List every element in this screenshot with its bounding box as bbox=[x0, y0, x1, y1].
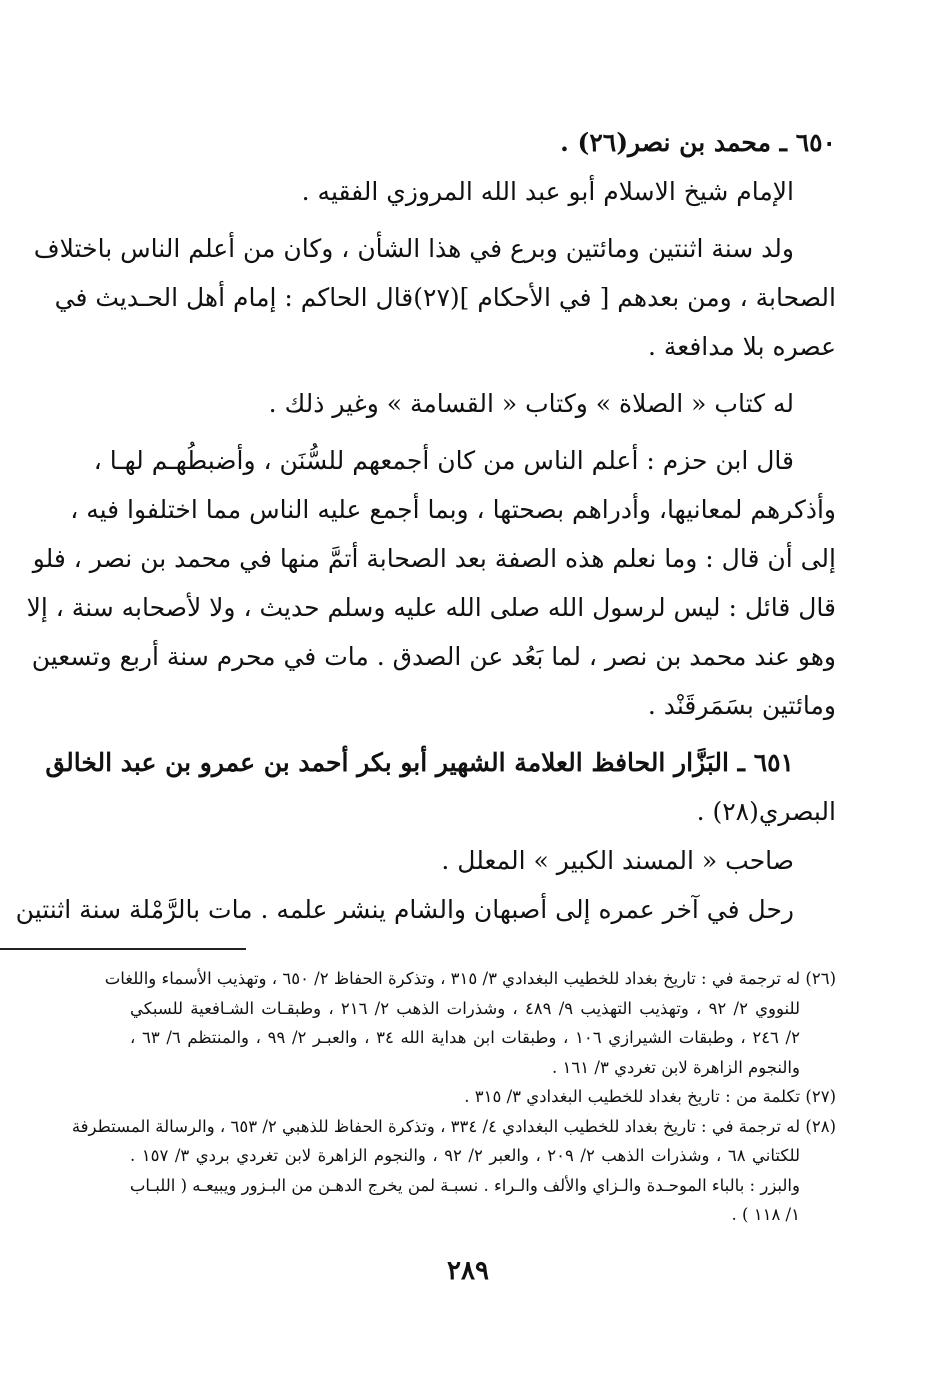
paragraph-line: قال ابن حزم : أعلم الناس من كان أجمعهم للسُّنَن ، وأضبطُهـم لهـا ، bbox=[93, 446, 794, 475]
entry-651 bbox=[15, 738, 836, 934]
page-number: ٢٨٩ bbox=[447, 1256, 489, 1286]
footnote-26 bbox=[104, 964, 836, 1082]
footnote-line: للكتاني ٦٨ ، وشذرات الذهب ٢/ ٢٠٩ ، والعبر ٢/ ٩٢ ، والنجوم الزاهرة لابن تغردي بردي ٣/ ١٥٧ . bbox=[130, 1146, 801, 1165]
paragraph-birth bbox=[33, 224, 836, 371]
entry-651-heading-cont: البصري(٢٨) . bbox=[696, 797, 836, 826]
paragraph-works bbox=[130, 379, 836, 428]
entry-651-heading: ٦٥١ ـ البَزَّار الحافظ العلامة الشهير أبو بكر أحمد بن عمرو بن عبد الخالق bbox=[45, 748, 794, 777]
footnote-line: (٢٨) له ترجمة في : تاريخ بغداد للخطيب البغدادي ٤/ ٣٣٤ ، وتذكرة الحفاظ للذهبي ٢/ ٦٥٣ ، والرسالة المستطرفة bbox=[71, 1116, 836, 1136]
footnote-divider bbox=[0, 948, 246, 950]
paragraph-line: ومائتين بسَمَرقَنْد . bbox=[647, 691, 836, 720]
footnote-line: والبزر : بالباء الموحـدة والـزاي والألف والـراء . نسبـة لمن يخرج الدهـن من البـزور ويبيعـه ( اللبـاب bbox=[129, 1175, 800, 1195]
paragraph-line: وهو عند محمد بن نصر ، لما بَعُد عن الصدق . مات في محرم سنة أربع وتسعين bbox=[31, 642, 836, 671]
entry-650 bbox=[130, 118, 836, 216]
paragraph-ibn-hazm bbox=[26, 436, 836, 730]
paragraph-line: إلى أن قال : وما نعلم هذه الصفة بعد الصحابة أتمَّ منها في محمد بن نصر ، فلو bbox=[32, 544, 836, 573]
entry-650-heading: ٦٥٠ ـ محمد بن نصر(٢٦) . bbox=[560, 128, 836, 157]
footnotes bbox=[71, 964, 836, 1230]
footnote-line: للنووي ٢/ ٩٢ ، وتهذيب التهذيب ٩/ ٤٨٩ ، وشذرات الذهب ٢/ ٢١٦ ، وطبقـات الشـافعية للسبكي bbox=[130, 998, 801, 1018]
footnote-line: ٢/ ٢٤٦ ، وطبقات الشيرازي ١٠٦ ، وطبقات ابن هداية الله ٣٤ ، والعبـر ٢/ ٩٩ ، والمنتظم ٦/ ٦٣ ، bbox=[130, 1028, 800, 1047]
footnote-28 bbox=[71, 1112, 836, 1230]
footnote-line: والنجوم الزاهرة لابن تغردي ٣/ ١٦١ . bbox=[552, 1057, 800, 1077]
entry-651-author: صاحب « المسند الكبير » المعلل . bbox=[441, 846, 794, 875]
paragraph-line: عصره بلا مدافعة . bbox=[647, 332, 836, 361]
footnote-line: (٢٧) تكلمة من : تاريخ بغداد للخطيب البغدادي ٣/ ٣١٥ . bbox=[464, 1087, 836, 1106]
paragraph-line: الصحابة ، ومن بعدهم [ في الأحكام ](٢٧)قال الحاكم : إمام أهل الحـديث في bbox=[54, 283, 836, 312]
paragraph-line: قال قائل : ليس لرسول الله صلى الله عليه وسلم حديث ، ولا لأصحابه سنة ، إلا bbox=[26, 593, 836, 622]
entry-651-travel: رحل في آخر عمره إلى أصبهان والشام ينشر علمه . مات بالرَّمْلة سنة اثنتين bbox=[15, 895, 794, 924]
footnote-27 bbox=[130, 1082, 836, 1112]
entry-650-title: الإمام شيخ الاسلام أبو عبد الله المروزي الفقيه . bbox=[301, 177, 794, 206]
footnote-line: (٢٦) له ترجمة في : تاريخ بغداد للخطيب البغدادي ٣/ ٣١٥ ، وتذكرة الحفاظ ٢/ ٦٥٠ ، وتهذيب الأسماء واللغات bbox=[104, 969, 836, 988]
paragraph-line: له كتاب « الصلاة » وكتاب « القسامة » وغير ذلك . bbox=[268, 389, 794, 418]
paragraph-line: ولد سنة اثنتين ومائتين وبرع في هذا الشأن ، وكان من أعلم الناس باختلاف bbox=[33, 234, 794, 263]
paragraph-line: وأذكرهم لمعانيها، وأدراهم بصحتها ، وبما أجمع عليه الناس مما اختلفوا فيه ، bbox=[70, 495, 836, 524]
footnote-line: ١/ ١١٨ ) . bbox=[731, 1205, 800, 1224]
